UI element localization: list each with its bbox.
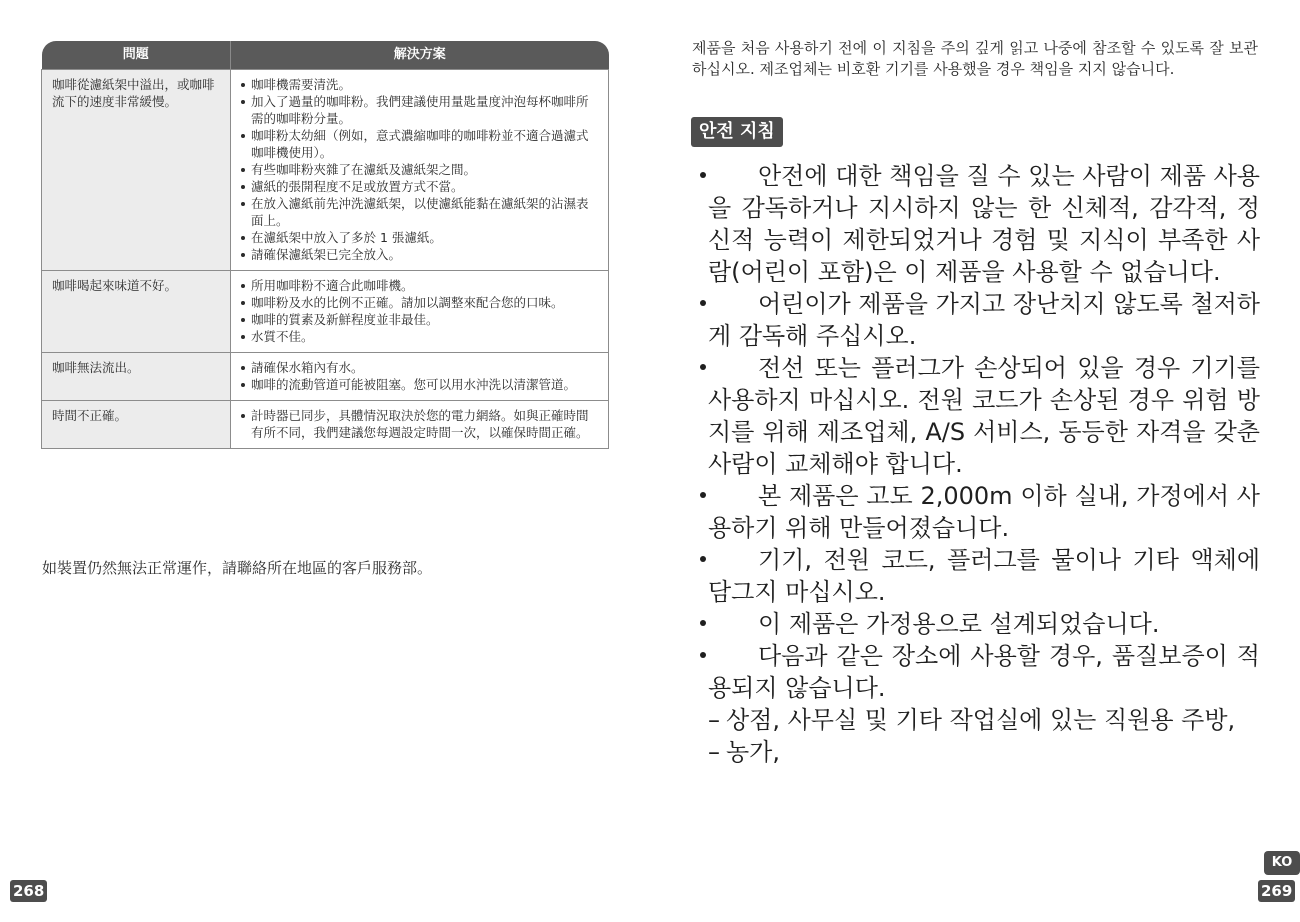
safety-sub-item <box>708 704 1260 736</box>
dash-icon: – <box>708 706 720 734</box>
solution-item: 加入了過量的咖啡粉。我們建議使用量匙量度沖泡每杯咖啡所需的咖啡粉分量。 <box>239 93 592 127</box>
solution-item: 咖啡的質素及新鮮程度並非最佳。 <box>239 311 592 328</box>
table-row <box>42 69 609 270</box>
solution-cell <box>231 270 609 352</box>
safety-item <box>708 640 1260 704</box>
safety-item-text: 본 제품은 고도 2,000m 이하 실내, 가정에서 사용하기 위해 만들어졌습니다. <box>708 482 1260 542</box>
section-heading: 안전 지침 <box>691 117 783 147</box>
table-header-row <box>42 41 609 69</box>
problem-cell: 咖啡從濾紙架中溢出，或咖啡流下的速度非常緩慢。 <box>42 69 231 270</box>
problem-cell: 咖啡無法流出。 <box>42 352 231 400</box>
solution-item: 咖啡機需要清洗。 <box>239 76 592 93</box>
bullet-icon <box>700 288 758 320</box>
safety-item-text: 전선 또는 플러그가 손상되어 있을 경우 기기를 사용하지 마십시오. 전원 코드가 손상된 경우 위험 방지를 위해 제조업체, A/S 서비스, 동등한 자격을 갖춘 사람이 교체해야 합니다. <box>708 354 1260 478</box>
safety-sub-item-text: 농가, <box>726 738 780 766</box>
solution-item: 濾紙的張開程度不足或放置方式不當。 <box>239 178 592 195</box>
solution-item: 請確保濾紙架已完全放入。 <box>239 246 592 263</box>
header-problem: 問題 <box>42 41 231 69</box>
solution-item: 在放入濾紙前先沖洗濾紙架，以使濾紙能黏在濾紙架的沾濕表面上。 <box>239 195 592 229</box>
bullet-icon <box>700 352 758 384</box>
solution-item: 計時器已同步，具體情況取決於您的電力網絡。如與正確時間有所不同，我們建議您每週設定時間一次，以確保時間正確。 <box>239 407 592 441</box>
language-badge: KO <box>1264 851 1300 875</box>
safety-item-text: 안전에 대한 책임을 질 수 있는 사람이 제품 사용을 감독하거나 지시하지 않는 한 신체적, 감각적, 정신적 능력이 제한되었거나 경험 및 지식이 부족한 사람(어린이 포함)은 이 제품을 사용할 수 없습니다. <box>708 162 1260 286</box>
solution-item: 所用咖啡粉不適合此咖啡機。 <box>239 277 592 294</box>
solution-item: 在濾紙架中放入了多於 1 張濾紙。 <box>239 229 592 246</box>
safety-item <box>708 480 1260 544</box>
safety-item <box>708 608 1260 640</box>
solution-cell <box>231 400 609 448</box>
safety-item <box>708 288 1260 352</box>
solution-item: 咖啡粉太幼細（例如，意式濃縮咖啡的咖啡粉並不適合過濾式咖啡機使用）。 <box>239 127 592 161</box>
table-row <box>42 352 609 400</box>
header-solution: 解決方案 <box>231 41 609 69</box>
safety-item <box>708 544 1260 608</box>
page-number-right: 269 <box>1258 880 1295 902</box>
problem-cell: 時間不正確。 <box>42 400 231 448</box>
safety-item <box>708 160 1260 288</box>
solution-item: 咖啡的流動管道可能被阻塞。您可以用水沖洗以清潔管道。 <box>239 376 592 393</box>
bullet-icon <box>700 160 758 192</box>
bullet-icon <box>700 640 758 672</box>
bullet-icon <box>700 544 758 576</box>
safety-item <box>708 352 1260 480</box>
solution-item: 請確保水箱內有水。 <box>239 359 592 376</box>
dash-icon: – <box>708 738 720 766</box>
problem-cell: 咖啡喝起來味道不好。 <box>42 270 231 352</box>
table-row <box>42 270 609 352</box>
bullet-icon <box>700 608 758 640</box>
solution-item: 水質不佳。 <box>239 328 592 345</box>
solution-cell <box>231 352 609 400</box>
safety-instructions-list <box>708 160 1260 768</box>
solution-item: 有些咖啡粉夾雜了在濾紙及濾紙架之間。 <box>239 161 592 178</box>
safety-item-text: 다음과 같은 장소에 사용할 경우, 품질보증이 적용되지 않습니다. <box>708 642 1260 702</box>
safety-item-text: 이 제품은 가정용으로 설계되었습니다. <box>758 610 1160 638</box>
solution-item: 咖啡粉及水的比例不正確。請加以調整來配合您的口味。 <box>239 294 592 311</box>
safety-item-text: 어린이가 제품을 가지고 장난치지 않도록 철저하게 감독해 주십시오. <box>708 290 1260 350</box>
table-row <box>42 400 609 448</box>
safety-sub-item <box>708 736 1260 768</box>
customer-service-note: 如裝置仍然無法正常運作，請聯絡所在地區的客戶服務部。 <box>42 559 433 577</box>
safety-item-text: 기기, 전원 코드, 플러그를 물이나 기타 액체에 담그지 마십시오. <box>708 546 1260 606</box>
troubleshooting-table <box>41 41 609 449</box>
page-number-left: 268 <box>10 880 47 902</box>
safety-sub-item-text: 상점, 사무실 및 기타 작업실에 있는 직원용 주방, <box>726 706 1236 734</box>
solution-cell <box>231 69 609 270</box>
intro-paragraph: 제품을 처음 사용하기 전에 이 지침을 주의 깊게 읽고 나중에 참조할 수 있도록 잘 보관하십시오. 제조업체는 비호환 기기를 사용했을 경우 책임을 지지 않습니다. <box>692 39 1258 78</box>
bullet-icon <box>700 480 758 512</box>
